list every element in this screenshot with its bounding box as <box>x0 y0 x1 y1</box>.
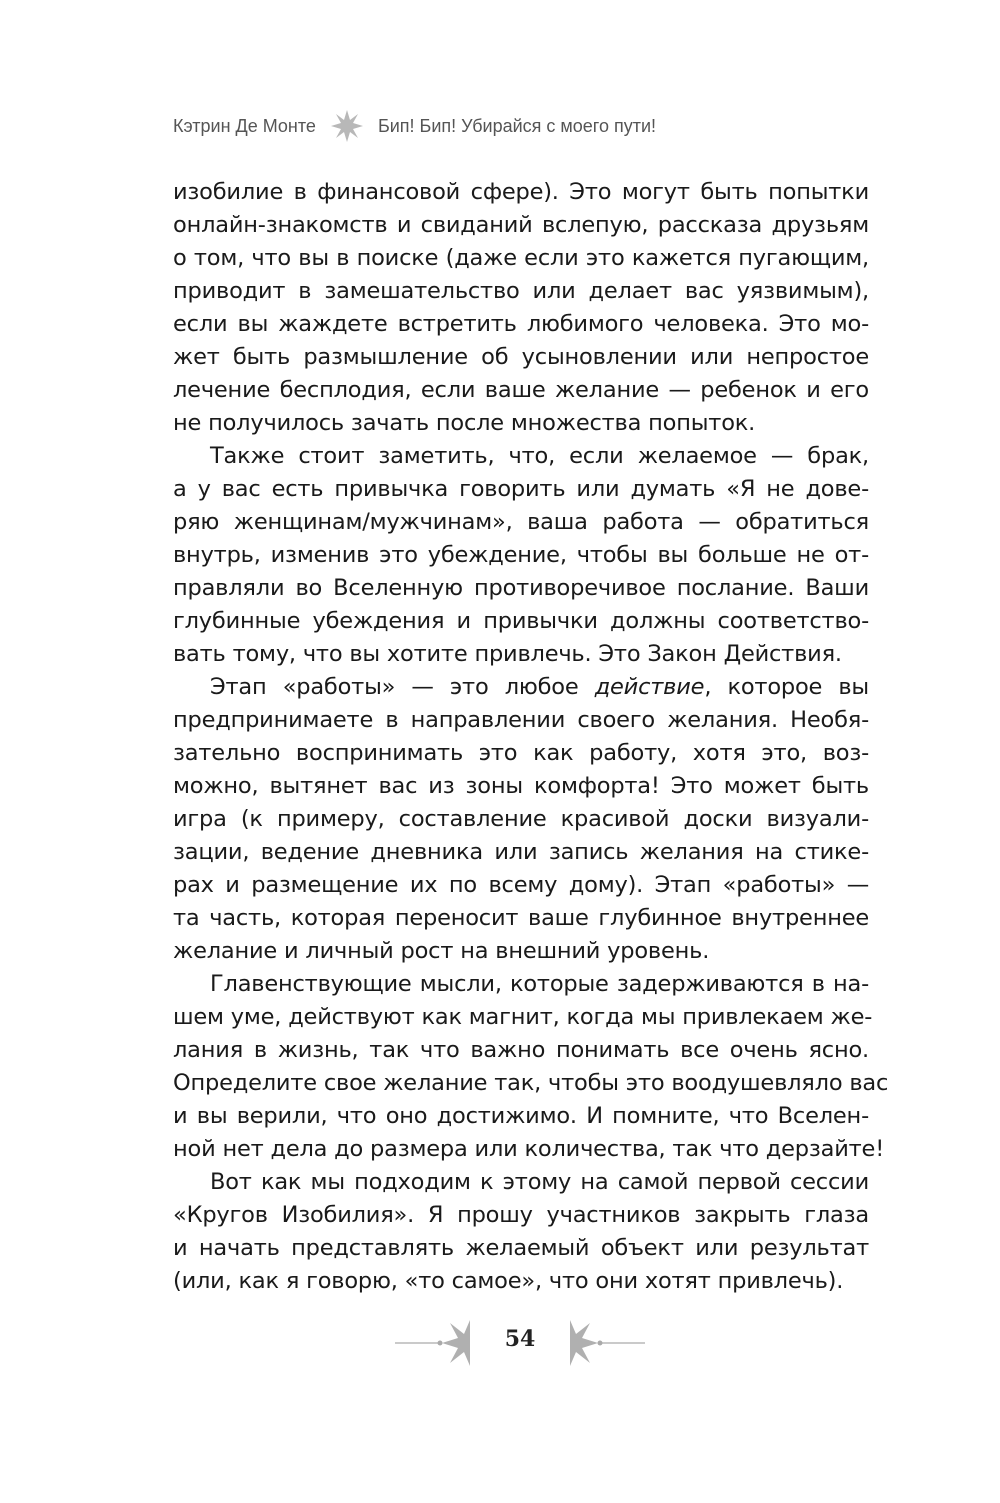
paragraph <box>173 671 869 968</box>
text-line: глубинные убеждения и привычки должны соответство- <box>173 608 869 634</box>
header-author: Кэтрин Де Монте <box>173 115 316 136</box>
text-line: лечение бесплодия, если ваше желание — ребенок и его <box>173 377 869 403</box>
text-line: о том, что вы в поиске (даже если это кажется пугающим, <box>173 245 869 271</box>
text-line: «Кругов Изобилия». Я прошу участников закрыть глаза <box>173 1202 869 1228</box>
text-line: игра (к примеру, составление красивой доски визуали- <box>173 806 869 832</box>
text-line: предпринимаете в направлении своего желания. Необя- <box>173 707 869 733</box>
text-line: шем уме, действуют как магнит, когда мы привлекаем же- <box>173 1004 873 1030</box>
text-line: Также стоит заметить, что, если желаемое — брак, <box>210 443 869 469</box>
text-segment: , которое вы <box>704 674 869 700</box>
text-line: если вы жаждете встретить любимого человека. Это мо- <box>173 311 869 337</box>
text-segment: Этап «работы» — это любое <box>210 674 595 700</box>
header-book-title: Бип! Бип! Убирайся с моего пути! <box>377 115 657 136</box>
text-line: зательно воспринимать это как работу, хотя это, воз- <box>173 740 869 766</box>
page-number: 54 <box>504 1326 536 1352</box>
text-line: жет быть размышление об усыновлении или непростое <box>173 344 869 370</box>
text-line: зации, ведение дневника или запись желания на стике- <box>173 839 869 865</box>
text-line: Главенствующие мысли, которые задерживаются в на- <box>210 971 869 997</box>
text-line: и вы верили, что оно достижимо. И помните, что Вселен- <box>173 1103 869 1129</box>
page-footer <box>390 1318 650 1368</box>
text-line: вать тому, что вы хотите привлечь. Это Закон Действия. <box>173 641 842 667</box>
text-line: можно, вытянет вас из зоны комфорта! Это может быть <box>173 773 869 799</box>
text-line <box>173 671 869 704</box>
text-line: онлайн-знакомств и свиданий вслепую, рассказа друзьям <box>173 212 869 238</box>
text-line: а у вас есть привычка говорить или думать «Я не дове- <box>173 476 869 502</box>
emphasis-text: действие <box>594 674 705 700</box>
text-line: и начать представлять желаемый объект или результат <box>173 1235 869 1261</box>
text-line: желание и личный рост на внешний уровень. <box>173 938 710 964</box>
text-line: изобилие в финансовой сфере). Это могут быть попытки <box>173 179 869 205</box>
text-line: не получилось зачать после множества попыток. <box>173 410 756 436</box>
paragraph <box>173 968 889 1166</box>
paragraph <box>173 440 869 671</box>
text-line: та часть, которая переносит ваше глубинное внутреннее <box>173 905 869 931</box>
text-line: (или, как я говорю, «то самое», что они хотят привлечь). <box>173 1268 844 1294</box>
text-line: лания в жизнь, так что важно понимать все очень ясно. <box>173 1037 869 1063</box>
running-header <box>173 110 873 142</box>
text-line: внутрь, изменив это убеждение, чтобы вы больше не от- <box>173 542 869 568</box>
text-line: Вот как мы подходим к этому на самой первой сессии <box>210 1169 869 1195</box>
text-line: правляли во Вселенную противоречивое послание. Ваши <box>173 575 869 601</box>
text-line: ряю женщинам/мужчинам», ваша работа — обратиться <box>173 509 869 535</box>
page-body-text <box>173 176 889 1298</box>
text-line: приводит в замешательство или делает вас уязвимым), <box>173 278 869 304</box>
paragraph <box>173 1166 869 1298</box>
text-line: ной нет дела до размера или количества, так что дерзайте! <box>173 1136 885 1162</box>
paragraph <box>173 176 869 440</box>
text-line: рах и размещение их по всему дому). Этап «работы» — <box>173 872 869 898</box>
text-line: Определите свое желание так, чтобы это воодушевляло вас <box>173 1070 889 1096</box>
star-ornament-icon <box>330 109 364 143</box>
